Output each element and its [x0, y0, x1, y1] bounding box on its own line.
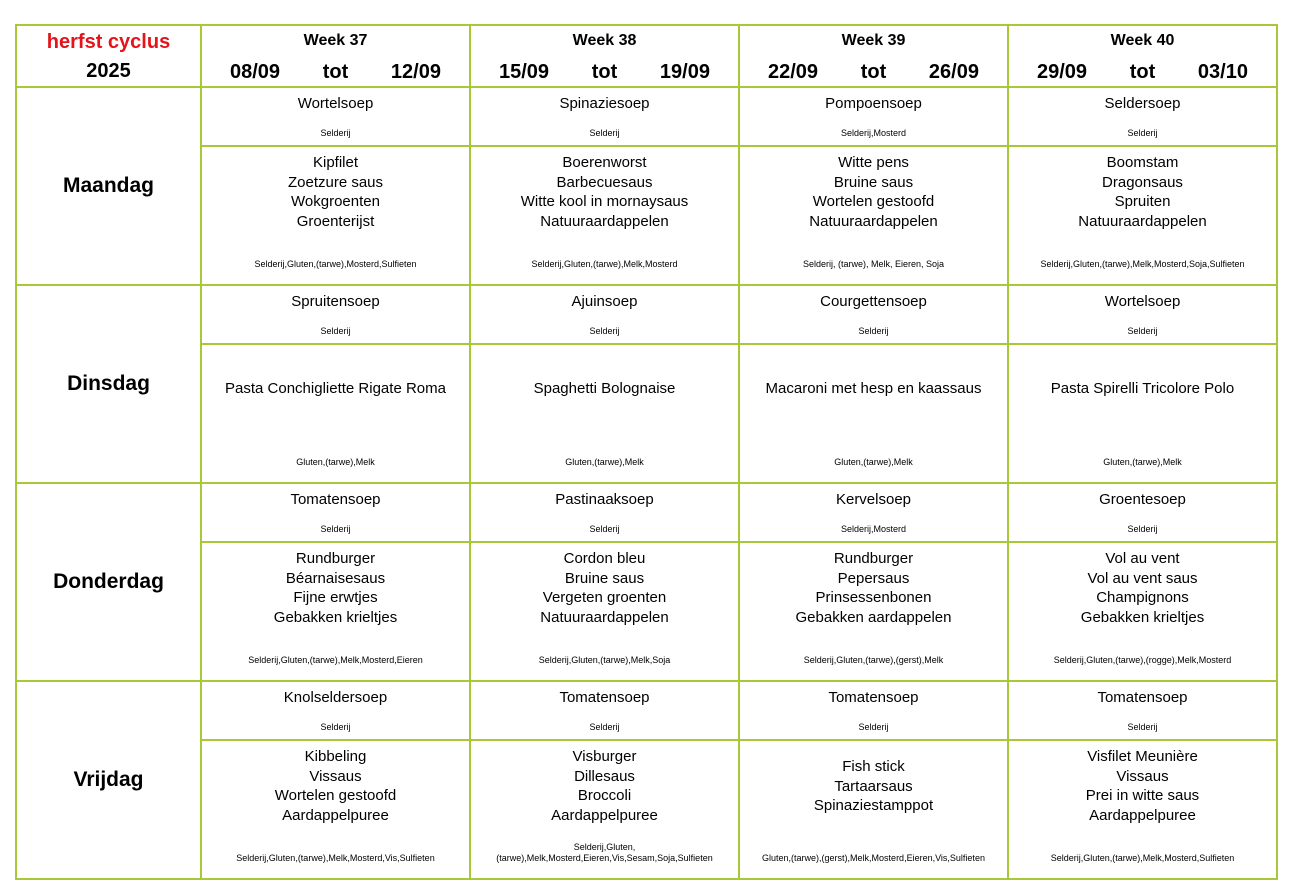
week-header-cell: [201, 25, 470, 87]
dish-item: Kibbeling: [304, 748, 367, 765]
dish-list: [202, 153, 469, 231]
main-course-allergens: Selderij,Gluten,(tarwe),Melk,Soja: [538, 655, 671, 665]
dish-item: Spaghetti Bolognaise: [533, 380, 676, 397]
soup-allergens: Selderij: [1127, 326, 1158, 336]
main-course-cell: [201, 740, 470, 879]
soup-name: Tomatensoep: [290, 491, 381, 508]
main-course-cell: [470, 542, 739, 681]
main-course-allergens: Selderij, (tarwe), Melk, Eieren, Soja: [802, 259, 945, 269]
main-course-cell: [1008, 542, 1277, 681]
soup-cell: [201, 285, 470, 344]
day-name: Donderdag: [16, 483, 201, 681]
dish-item: Vol au vent: [1105, 550, 1180, 567]
soup-allergens: Selderij,Mosterd: [840, 524, 907, 534]
main-course-allergens: Selderij,Gluten,(tarwe),(rogge),Melk,Mosterd: [1053, 655, 1232, 665]
soup-allergens: Selderij: [1127, 128, 1158, 138]
soup-name: Seldersoep: [1104, 95, 1181, 112]
main-course-allergens: Selderij,Gluten,(tarwe),Melk,Mosterd,Eieren: [248, 655, 423, 665]
menu-table: [15, 24, 1278, 880]
dish-item: Vol au vent saus: [1087, 569, 1198, 587]
dish-item: Spruiten: [1114, 193, 1171, 210]
soup-allergens: Selderij: [858, 326, 889, 336]
dish-item: Aardappelpuree: [551, 806, 658, 824]
main-course-allergens: Selderij,Gluten,(tarwe),Melk,Mosterd,Soja,Sulfieten: [1040, 259, 1245, 269]
soup-name: Pompoensoep: [825, 95, 922, 112]
soup-name: Spruitensoep: [291, 293, 380, 310]
dish-list: [471, 379, 738, 399]
week-dates: [740, 61, 1007, 83]
soup-cell: [1008, 87, 1277, 146]
dish-item: Champignons: [1096, 589, 1189, 606]
week-from-date: 29/09: [1037, 61, 1088, 83]
soup-cell: [470, 87, 739, 146]
dish-list: [740, 757, 1007, 816]
dish-list: [1009, 379, 1276, 399]
dish-list: [1009, 549, 1276, 627]
dish-item: Natuuraardappelen: [540, 212, 669, 230]
week-to-date: 03/10: [1197, 61, 1248, 83]
soup-row: [16, 285, 1277, 344]
soup-allergens: Selderij: [589, 128, 620, 138]
dish-list: [1009, 747, 1276, 825]
main-course-allergens: Gluten,(tarwe),Melk: [565, 457, 644, 467]
dish-item: Fish stick: [842, 758, 905, 775]
week-date-separator: tot: [322, 61, 349, 83]
week-header-cell: [739, 25, 1008, 87]
week-to-date: 26/09: [928, 61, 979, 83]
main-course-cell: [739, 542, 1008, 681]
dish-item: Pasta Spirelli Tricolore Polo: [1050, 380, 1235, 397]
week-from-date: 22/09: [768, 61, 819, 83]
soup-cell: [739, 681, 1008, 740]
dish-list: [471, 153, 738, 231]
main-course-allergens: Selderij,Gluten,(tarwe),Melk,Mosterd,Vis,Sulfieten: [236, 853, 435, 863]
dish-item: Gebakken krieltjes: [273, 608, 398, 626]
day-name: Dinsdag: [16, 285, 201, 483]
main-course-cell: [739, 146, 1008, 285]
soup-cell: [739, 483, 1008, 542]
dish-item: Wortelen gestoofd: [274, 787, 397, 804]
main-course-row: [16, 542, 1277, 681]
soup-allergens: Selderij: [589, 524, 620, 534]
cyclus-year: 2025: [86, 60, 131, 82]
dish-item: Fijne erwtjes: [293, 589, 378, 606]
soup-name: Pastinaaksoep: [555, 491, 654, 508]
dish-item: Kipfilet: [312, 154, 359, 171]
week-label: Week 40: [1110, 32, 1175, 49]
soup-name: Knolseldersoep: [283, 689, 388, 706]
dish-item: Visfilet Meunière: [1087, 748, 1198, 765]
week-header-cell: [470, 25, 739, 87]
soup-name: Courgettensoep: [820, 293, 927, 310]
dish-list: [202, 549, 469, 627]
week-to-date: 19/09: [659, 61, 710, 83]
dish-item: Tartaarsaus: [834, 777, 913, 795]
soup-cell: [201, 483, 470, 542]
soup-cell: [470, 285, 739, 344]
dish-item: Dillesaus: [574, 767, 635, 785]
soup-cell: [470, 483, 739, 542]
dish-list: [740, 379, 1007, 399]
dish-list: [740, 549, 1007, 627]
week-dates: [202, 61, 469, 83]
week-label: Week 37: [303, 32, 368, 49]
week-label: Week 39: [841, 32, 906, 49]
soup-allergens: Selderij: [320, 524, 351, 534]
week-from-date: 08/09: [230, 61, 281, 83]
main-course-cell: [470, 146, 739, 285]
dish-item: Aardappelpuree: [282, 806, 389, 824]
main-course-allergens: Selderij,Gluten,(tarwe),Melk,Mosterd,Eieren,Vis,Sesam,Soja,Sulfieten: [496, 842, 713, 863]
soup-cell: [1008, 483, 1277, 542]
dish-list: [740, 153, 1007, 231]
dish-item: Broccoli: [577, 787, 632, 804]
dish-item: Wortelen gestoofd: [812, 193, 935, 210]
soup-name: Spinaziesoep: [559, 95, 650, 112]
day-name: Vrijdag: [16, 681, 201, 879]
dish-item: Pepersaus: [837, 569, 910, 587]
dish-item: Zoetzure saus: [287, 173, 384, 191]
main-course-cell: [739, 740, 1008, 879]
main-course-allergens: Gluten,(tarwe),(gerst),Melk,Mosterd,Eieren,Vis,Sulfieten: [762, 853, 985, 863]
menu-body: [16, 25, 1277, 879]
soup-allergens: Selderij: [1127, 722, 1158, 732]
dish-item: Prei in witte saus: [1085, 787, 1200, 804]
week-date-separator: tot: [860, 61, 887, 83]
dish-list: [1009, 153, 1276, 231]
dish-item: Rundburger: [295, 550, 376, 567]
soup-allergens: Selderij: [320, 128, 351, 138]
soup-cell: [470, 681, 739, 740]
dish-item: Prinsessenbonen: [815, 589, 932, 606]
main-course-cell: [1008, 344, 1277, 483]
main-course-row: [16, 740, 1277, 879]
soup-cell: [1008, 285, 1277, 344]
dish-item: Wokgroenten: [291, 193, 380, 210]
main-course-allergens: Selderij,Gluten,(tarwe),Melk,Mosterd,Sulfieten: [1050, 853, 1235, 863]
soup-row: [16, 483, 1277, 542]
soup-allergens: Selderij: [858, 722, 889, 732]
soup-cell: [739, 285, 1008, 344]
week-label: Week 38: [572, 32, 637, 49]
soup-allergens: Selderij: [320, 722, 351, 732]
week-to-date: 12/09: [390, 61, 441, 83]
soup-allergens: Selderij: [1127, 524, 1158, 534]
dish-item: Gebakken krieltjes: [1080, 608, 1205, 626]
soup-name: Wortelsoep: [297, 95, 374, 112]
dish-item: Gebakken aardappelen: [795, 608, 952, 626]
dish-item: Witte pens: [838, 154, 909, 171]
week-date-separator: tot: [1129, 61, 1156, 83]
main-course-cell: [470, 344, 739, 483]
dish-list: [202, 747, 469, 825]
soup-name: Tomatensoep: [559, 689, 650, 706]
week-header-cell: [1008, 25, 1277, 87]
main-course-cell: [1008, 740, 1277, 879]
soup-row: [16, 681, 1277, 740]
cyclus-title: herfst cyclus: [46, 31, 171, 53]
dish-item: Vergeten groenten: [542, 589, 667, 606]
dish-item: Aardappelpuree: [1089, 806, 1196, 824]
main-course-allergens: Selderij,Gluten,(tarwe),Mosterd,Sulfieten: [254, 259, 417, 269]
dish-item: Vissaus: [1116, 767, 1169, 785]
soup-cell: [739, 87, 1008, 146]
main-course-allergens: Gluten,(tarwe),Melk: [834, 457, 913, 467]
dish-item: Witte kool in mornaysaus: [520, 193, 689, 210]
dish-item: Bruine saus: [833, 173, 914, 191]
dish-list: [471, 549, 738, 627]
main-course-cell: [739, 344, 1008, 483]
main-course-allergens: Gluten,(tarwe),Melk: [296, 457, 375, 467]
soup-cell: [201, 681, 470, 740]
main-course-cell: [201, 146, 470, 285]
week-dates: [1009, 61, 1276, 83]
dish-item: Boerenworst: [562, 154, 647, 171]
main-course-cell: [470, 740, 739, 879]
main-course-cell: [201, 542, 470, 681]
week-date-separator: tot: [591, 61, 618, 83]
cyclus-header-cell: [16, 25, 201, 87]
dish-item: Béarnaisesaus: [285, 569, 386, 587]
dish-item: Groenterijst: [296, 212, 375, 230]
soup-allergens: Selderij: [320, 326, 351, 336]
dish-item: Cordon bleu: [563, 550, 646, 567]
dish-item: Boomstam: [1106, 154, 1179, 171]
main-course-row: [16, 344, 1277, 483]
soup-row: [16, 87, 1277, 146]
dish-item: Pasta Conchigliette Rigate Roma: [225, 380, 446, 397]
dish-item: Rundburger: [833, 550, 914, 567]
dish-item: Spinaziestamppot: [813, 797, 934, 814]
main-course-allergens: Selderij,Gluten,(tarwe),Melk,Mosterd: [531, 259, 678, 269]
main-course-cell: [201, 344, 470, 483]
soup-cell: [201, 87, 470, 146]
week-from-date: 15/09: [499, 61, 550, 83]
soup-name: Tomatensoep: [1097, 689, 1188, 706]
week-dates: [471, 61, 738, 83]
soup-name: Ajuinsoep: [571, 293, 638, 310]
dish-item: Visburger: [572, 748, 637, 765]
soup-allergens: Selderij: [589, 722, 620, 732]
dish-item: Dragonsaus: [1102, 173, 1183, 191]
main-course-allergens: Selderij,Gluten,(tarwe),(gerst),Melk: [803, 655, 944, 665]
soup-cell: [1008, 681, 1277, 740]
soup-name: Kervelsoep: [835, 491, 912, 508]
soup-name: Groentesoep: [1099, 491, 1186, 508]
dish-item: Natuuraardappelen: [540, 608, 669, 626]
soup-allergens: Selderij,Mosterd: [840, 128, 907, 138]
dish-item: Macaroni met hesp en kaassaus: [765, 380, 982, 397]
dish-list: [202, 379, 469, 399]
dish-item: Bruine saus: [564, 569, 645, 587]
main-course-row: [16, 146, 1277, 285]
dish-list: [471, 747, 738, 825]
dish-item: Natuuraardappelen: [1078, 212, 1207, 230]
main-course-cell: [1008, 146, 1277, 285]
day-name: Maandag: [16, 87, 201, 285]
dish-item: Natuuraardappelen: [809, 212, 938, 230]
soup-allergens: Selderij: [589, 326, 620, 336]
dish-item: Barbecuesaus: [556, 173, 653, 191]
soup-name: Wortelsoep: [1104, 293, 1181, 310]
soup-name: Tomatensoep: [828, 689, 919, 706]
header-row: [16, 25, 1277, 87]
main-course-allergens: Gluten,(tarwe),Melk: [1103, 457, 1182, 467]
dish-item: Vissaus: [309, 767, 362, 785]
